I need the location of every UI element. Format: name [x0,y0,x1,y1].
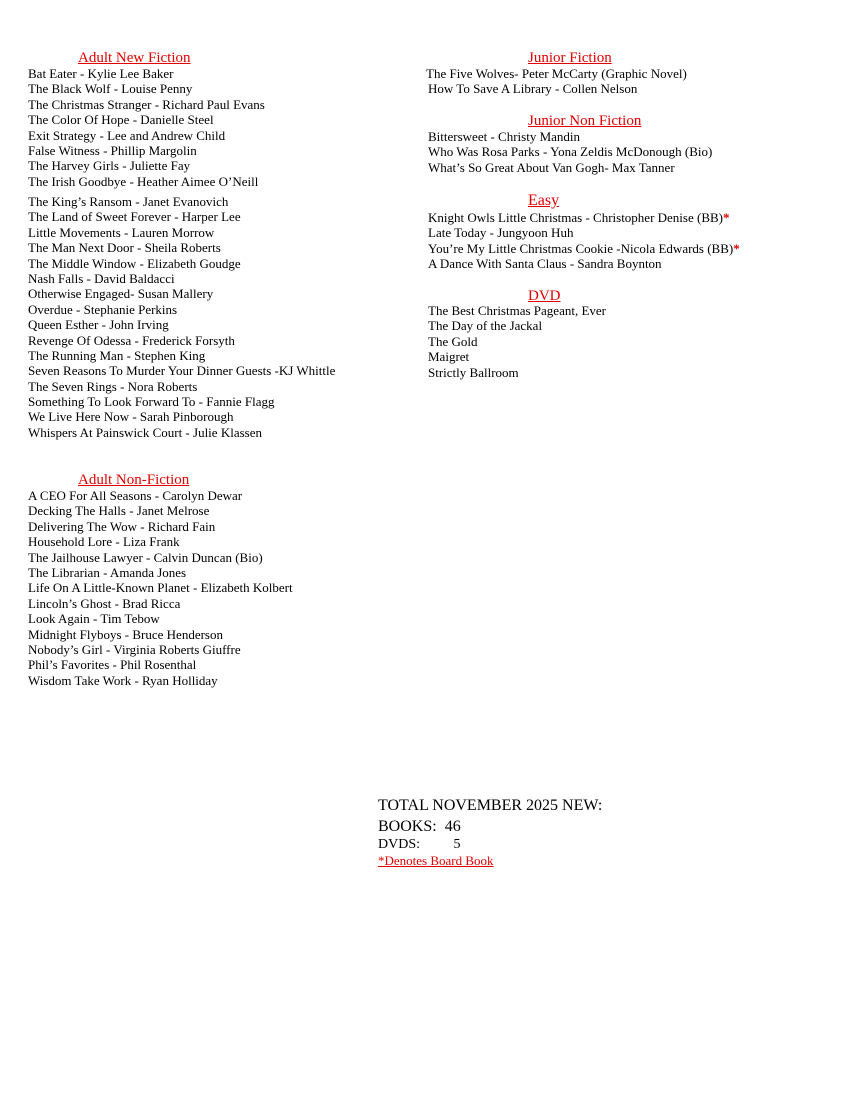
list-item: We Live Here Now - Sarah Pinborough [28,409,234,425]
list-item: Maigret [428,349,470,365]
junior-non-fiction-heading: Junior Non Fiction [528,113,642,129]
list-item: Bat Eater - Kylie Lee Baker [28,66,174,81]
board-book-star: * [723,210,730,225]
list-item: The Seven Rings - Nora Roberts [28,378,198,394]
easy-list [428,210,740,272]
junior-non-fiction-list [428,129,712,175]
board-book-note: *Denotes Board Book [378,853,494,868]
junior-fiction-heading: Junior Fiction [528,50,612,66]
list-item: Overdue - Stephanie Perkins [28,301,178,317]
list-item: The Land of Sweet Forever - Harper Lee [28,209,241,225]
list-item: The Day of the Jackal [428,318,543,334]
list-item: The King’s Ransom - Janet Evanovich [28,194,229,209]
easy-heading: Easy [528,192,560,209]
dvds-count: 5 [453,837,461,852]
adult-non-fiction-heading: Adult Non-Fiction [78,472,190,488]
list-item: Midnight Flyboys - Bruce Henderson [28,626,223,642]
list-item: Look Again - Tim Tebow [28,611,160,627]
list-item: Who Was Rosa Parks - Yona Zeldis McDonough (Bio) [428,144,713,160]
list-item: Nobody’s Girl - Virginia Roberts Giuffre [28,641,241,657]
list-item: Lincoln’s Ghost - Brad Ricca [28,595,181,611]
list-item: Strictly Ballroom [428,364,519,380]
list-item: Household Lore - Liza Frank [28,534,180,550]
list-item: The Five Wolves- Peter McCarty (Graphic Novel) [426,66,687,81]
list-item: Phil’s Favorites - Phil Rosenthal [28,657,197,673]
board-book-star: * [733,240,740,256]
list-item: The Harvey Girls - Juliette Fay [28,158,191,174]
list-item: Decking The Halls - Janet Melrose [28,503,210,519]
list-item: Queen Esther - John Irving [28,317,169,333]
list-item: The Gold [428,333,478,349]
list-item: The Middle Window - Elizabeth Goudge [28,255,241,271]
books-total [378,817,461,837]
adult-new-fiction-list-a [28,66,265,189]
list-item: Seven Reasons To Murder Your Dinner Guests -KJ Whittle [28,363,336,379]
adult-new-fiction-heading: Adult New Fiction [78,50,191,66]
books-label: BOOKS: [378,818,437,835]
list-item: Delivering The Wow - Richard Fain [28,518,216,534]
list-item: A Dance With Santa Claus - Sandra Boynton [428,256,662,272]
list-item: The Color Of Hope - Danielle Steel [28,112,214,128]
list-item: The Best Christmas Pageant, Ever [428,303,606,318]
item-text: Knight Owls Little Christmas - Christopher Denise (BB) [428,210,724,225]
list-item: The Man Next Door - Sheila Roberts [28,240,221,256]
item-text: You’re My Little Christmas Cookie -Nicola Edwards (BB) [428,240,734,256]
junior-fiction-list [426,66,687,97]
list-item: The Librarian - Amanda Jones [28,564,187,580]
list-item [428,210,740,225]
list-item: A CEO For All Seasons - Carolyn Dewar [28,488,243,503]
list-item: Little Movements - Lauren Morrow [28,224,215,240]
summary-title: TOTAL NOVEMBER 2025 NEW: [378,797,603,814]
list-item: Otherwise Engaged- Susan Mallery [28,286,214,302]
list-item: Nash Falls - David Baldacci [28,270,175,286]
list-item: Life On A Little-Known Planet - Elizabeth Kolbert [28,580,293,596]
list-item: How To Save A Library - Collen Nelson [428,81,638,97]
list-item: The Christmas Stranger - Richard Paul Evans [28,96,265,112]
dvds-label: DVDS: [378,837,421,852]
list-item: The Jailhouse Lawyer - Calvin Duncan (Bio) [28,549,263,565]
dvd-list [428,303,606,380]
list-item: Revenge Of Odessa - Frederick Forsyth [28,332,235,348]
adult-new-fiction-list-b [28,194,335,440]
list-item: Wisdom Take Work - Ryan Holliday [28,672,218,688]
list-item [428,241,740,256]
books-count: 46 [444,818,461,835]
list-item: Something To Look Forward To - Fannie Flagg [28,394,275,410]
list-item: Whispers At Painswick Court - Julie Klassen [28,424,262,440]
list-item: What’s So Great About Van Gogh- Max Tanner [428,159,675,175]
list-item: The Black Wolf - Louise Penny [28,81,193,97]
adult-non-fiction-list [28,488,293,688]
list-item: The Running Man - Stephen King [28,347,206,363]
dvd-heading: DVD [528,288,561,304]
list-item: Exit Strategy - Lee and Andrew Child [28,127,226,143]
list-item: False Witness - Phillip Margolin [28,142,197,158]
list-item: The Irish Goodbye - Heather Aimee O’Neill [28,173,259,189]
list-item: Late Today - Jungyoon Huh [428,225,574,241]
list-item: Bittersweet - Christy Mandin [428,129,581,144]
dvds-total [378,836,461,853]
